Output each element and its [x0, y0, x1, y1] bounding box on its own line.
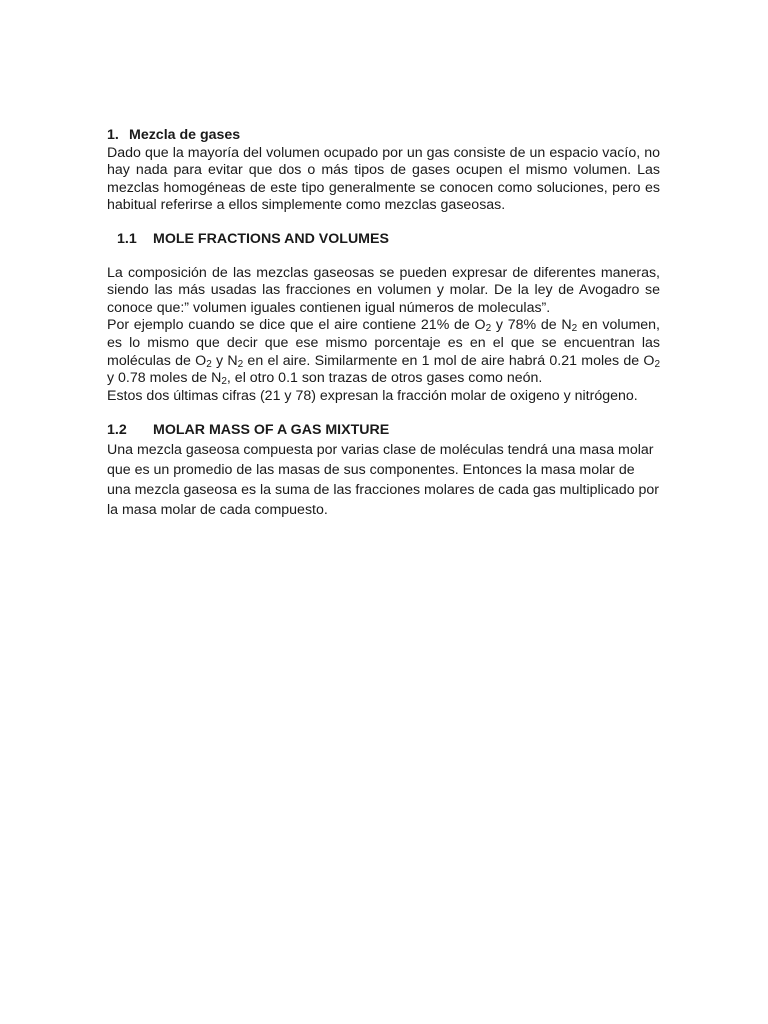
section-1-number: 1. — [107, 127, 119, 143]
paragraph-2-text-6: y 0.78 moles de N — [107, 370, 222, 387]
subscript-o2: 2 — [485, 323, 492, 335]
paragraph-2-text-3: en volumen, es lo mismo que decir que ese mismo porcentaje es en el que se encuentran las moléculas de O — [107, 317, 661, 369]
section-1-2-heading — [107, 422, 660, 440]
subscript-n2: 2 — [571, 323, 578, 335]
document-body — [107, 127, 660, 520]
subscript-o2: 2 — [206, 358, 212, 370]
section-1-1-title: MOLE FRACTIONS AND VOLUMES — [153, 230, 389, 247]
section-1-1-paragraph-3: Estos dos últimas cifras (21 y 78) expresan la fracción molar de oxigeno y nitrógeno. — [107, 387, 638, 404]
subscript-n2: 2 — [221, 376, 227, 388]
section-1-2-number: 1.2 — [107, 422, 127, 439]
section-1-paragraph: Dado que la mayoría del volumen ocupado por un gas consiste de un espacio vacío, no hay nada para evitar que dos o más tipos de gases ocupen el mismo volumen. Las mezclas homogéneas de este tipo generalmente se conocen como soluciones, pero es habitual referirse a ellos simplemente como mezclas gaseosas. — [107, 144, 660, 214]
section-1-2-paragraph: Una mezcla gaseosa compuesta por varias clase de moléculas tendrá una masa molar que es un promedio de las masas de sus componentes. Entonces la masa molar de una mezcla gaseosa es la suma de las fracciones molares de cada gas multiplicado por la masa molar de cada compuesto. — [107, 441, 660, 518]
subscript-o2: 2 — [654, 358, 660, 370]
subscript-n2: 2 — [237, 358, 244, 370]
section-1-heading — [107, 127, 660, 145]
paragraph-2-text-4: y N — [211, 352, 238, 369]
paragraph-2-text-7: , el otro 0.1 son trazas de otros gases como neón. — [226, 370, 543, 387]
section-1-1-heading — [107, 231, 660, 249]
section-1-title: Mezcla de gases — [129, 127, 241, 143]
paragraph-2-text-5: en el aire. Similarmente en 1 mol de aire habrá 0.21 moles de O — [243, 352, 655, 369]
section-1-2-title: MOLAR MASS OF A GAS MIXTURE — [153, 422, 390, 439]
section-1-1-paragraph-1: La composición de las mezclas gaseosas se pueden expresar de diferentes maneras, siendo las más usadas las fracciones en volumen y molar. De la ley de Avogadro se conoce que:” volumen iguales contienen igual números de moleculas”. — [107, 264, 660, 316]
section-1-1-paragraph-2 — [107, 317, 660, 387]
section-1-1-number: 1.1 — [117, 230, 137, 247]
paragraph-2-text-2: y 78% de N — [491, 317, 572, 334]
paragraph-2-text-1: Por ejemplo cuando se dice que el aire contiene 21% de O — [107, 317, 486, 334]
